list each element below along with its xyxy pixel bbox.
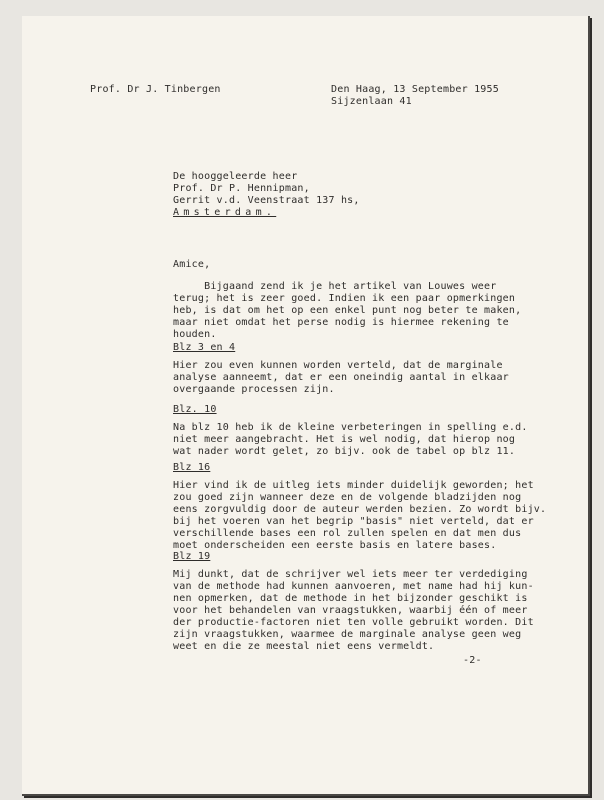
intro-line: houden. [173,329,217,340]
recipient-address [173,171,360,219]
intro-line: maar niet omdat het perse nodig is hiermee rekening te [173,317,509,328]
section-heading: Blz 19 [173,551,211,562]
section-line: bij het voeren van het begrip "basis" niet verteld, dat er [173,516,534,527]
section-line: Na blz 10 heb ik de kleine verbeteringen in spelling e.d. [173,422,528,433]
recipient-line1: De hooggeleerde heer [173,171,298,182]
salutation: Amice, [173,259,211,270]
section-line: der productie-factoren niet ten volle gebruikt worden. Dit [173,617,534,628]
section-line: weet en die ze meestal niet eens vermeldt. [173,641,435,652]
date-and-address [331,84,499,108]
recipient-line2: Prof. Dr P. Hennipman, [173,183,310,194]
section-line: eens zorgvuldig door de auteur werden bezien. Zo wordt bijv. [173,504,547,515]
letter-page [22,16,590,796]
section-heading: Blz 16 [173,462,211,473]
sender-name: Prof. Dr J. Tinbergen [90,84,221,95]
section-line: zou goed zijn wanneer deze en de volgende bladzijden nog [173,492,522,503]
section-line: zijn vraagstukken, waarmee de marginale analyse geen weg [173,629,522,640]
section-line: Hier zou even kunnen worden verteld, dat de marginale [173,360,503,371]
section-line: Mij dunkt, dat de schrijver wel iets meer ter verdediging [173,569,528,580]
section-line: verschillende bases een rol zullen spelen en dat men dus [173,528,522,539]
section-line: analyse aanneemt, dat er een oneindig aantal in elkaar [173,372,509,383]
section-line: moet onderscheiden een eerste basis en latere bases. [173,540,497,551]
section-line: voor het behandelen van vraagstukken, waarbij één of meer [173,605,528,616]
recipient-line3: Gerrit v.d. Veenstraat 137 hs, [173,195,360,206]
section-line: overgaande processen zijn. [173,384,335,395]
section-line: van de methode had kunnen aanvoeren, met name had hij kun- [173,581,534,592]
section-heading: Blz. 10 [173,404,217,415]
section-heading: Blz 3 en 4 [173,342,236,353]
sender-address: Sijzenlaan 41 [331,96,412,107]
date-place: Den Haag, 13 September 1955 [331,84,499,95]
intro-line: terug; het is zeer goed. Indien ik een paar opmerkingen [173,293,516,304]
section-line: niet meer aangebracht. Het is wel nodig, dat hierop nog [173,434,516,445]
page-marker: -2- [463,655,482,666]
section-line: nen opmerken, dat de methode in het bijzonder geschikt is [173,593,528,604]
recipient-city: Amsterdam. [173,207,277,218]
section-line: wat nader wordt gelet, zo bijv. ook de tabel op blz 11. [173,446,516,457]
intro-line: Bijgaand zend ik je het artikel van Louwes weer [173,281,497,292]
intro-line: heb, is dat om het op een enkel punt nog beter te maken, [173,305,522,316]
section-line: Hier vind ik de uitleg iets minder duidelijk geworden; het [173,480,534,491]
